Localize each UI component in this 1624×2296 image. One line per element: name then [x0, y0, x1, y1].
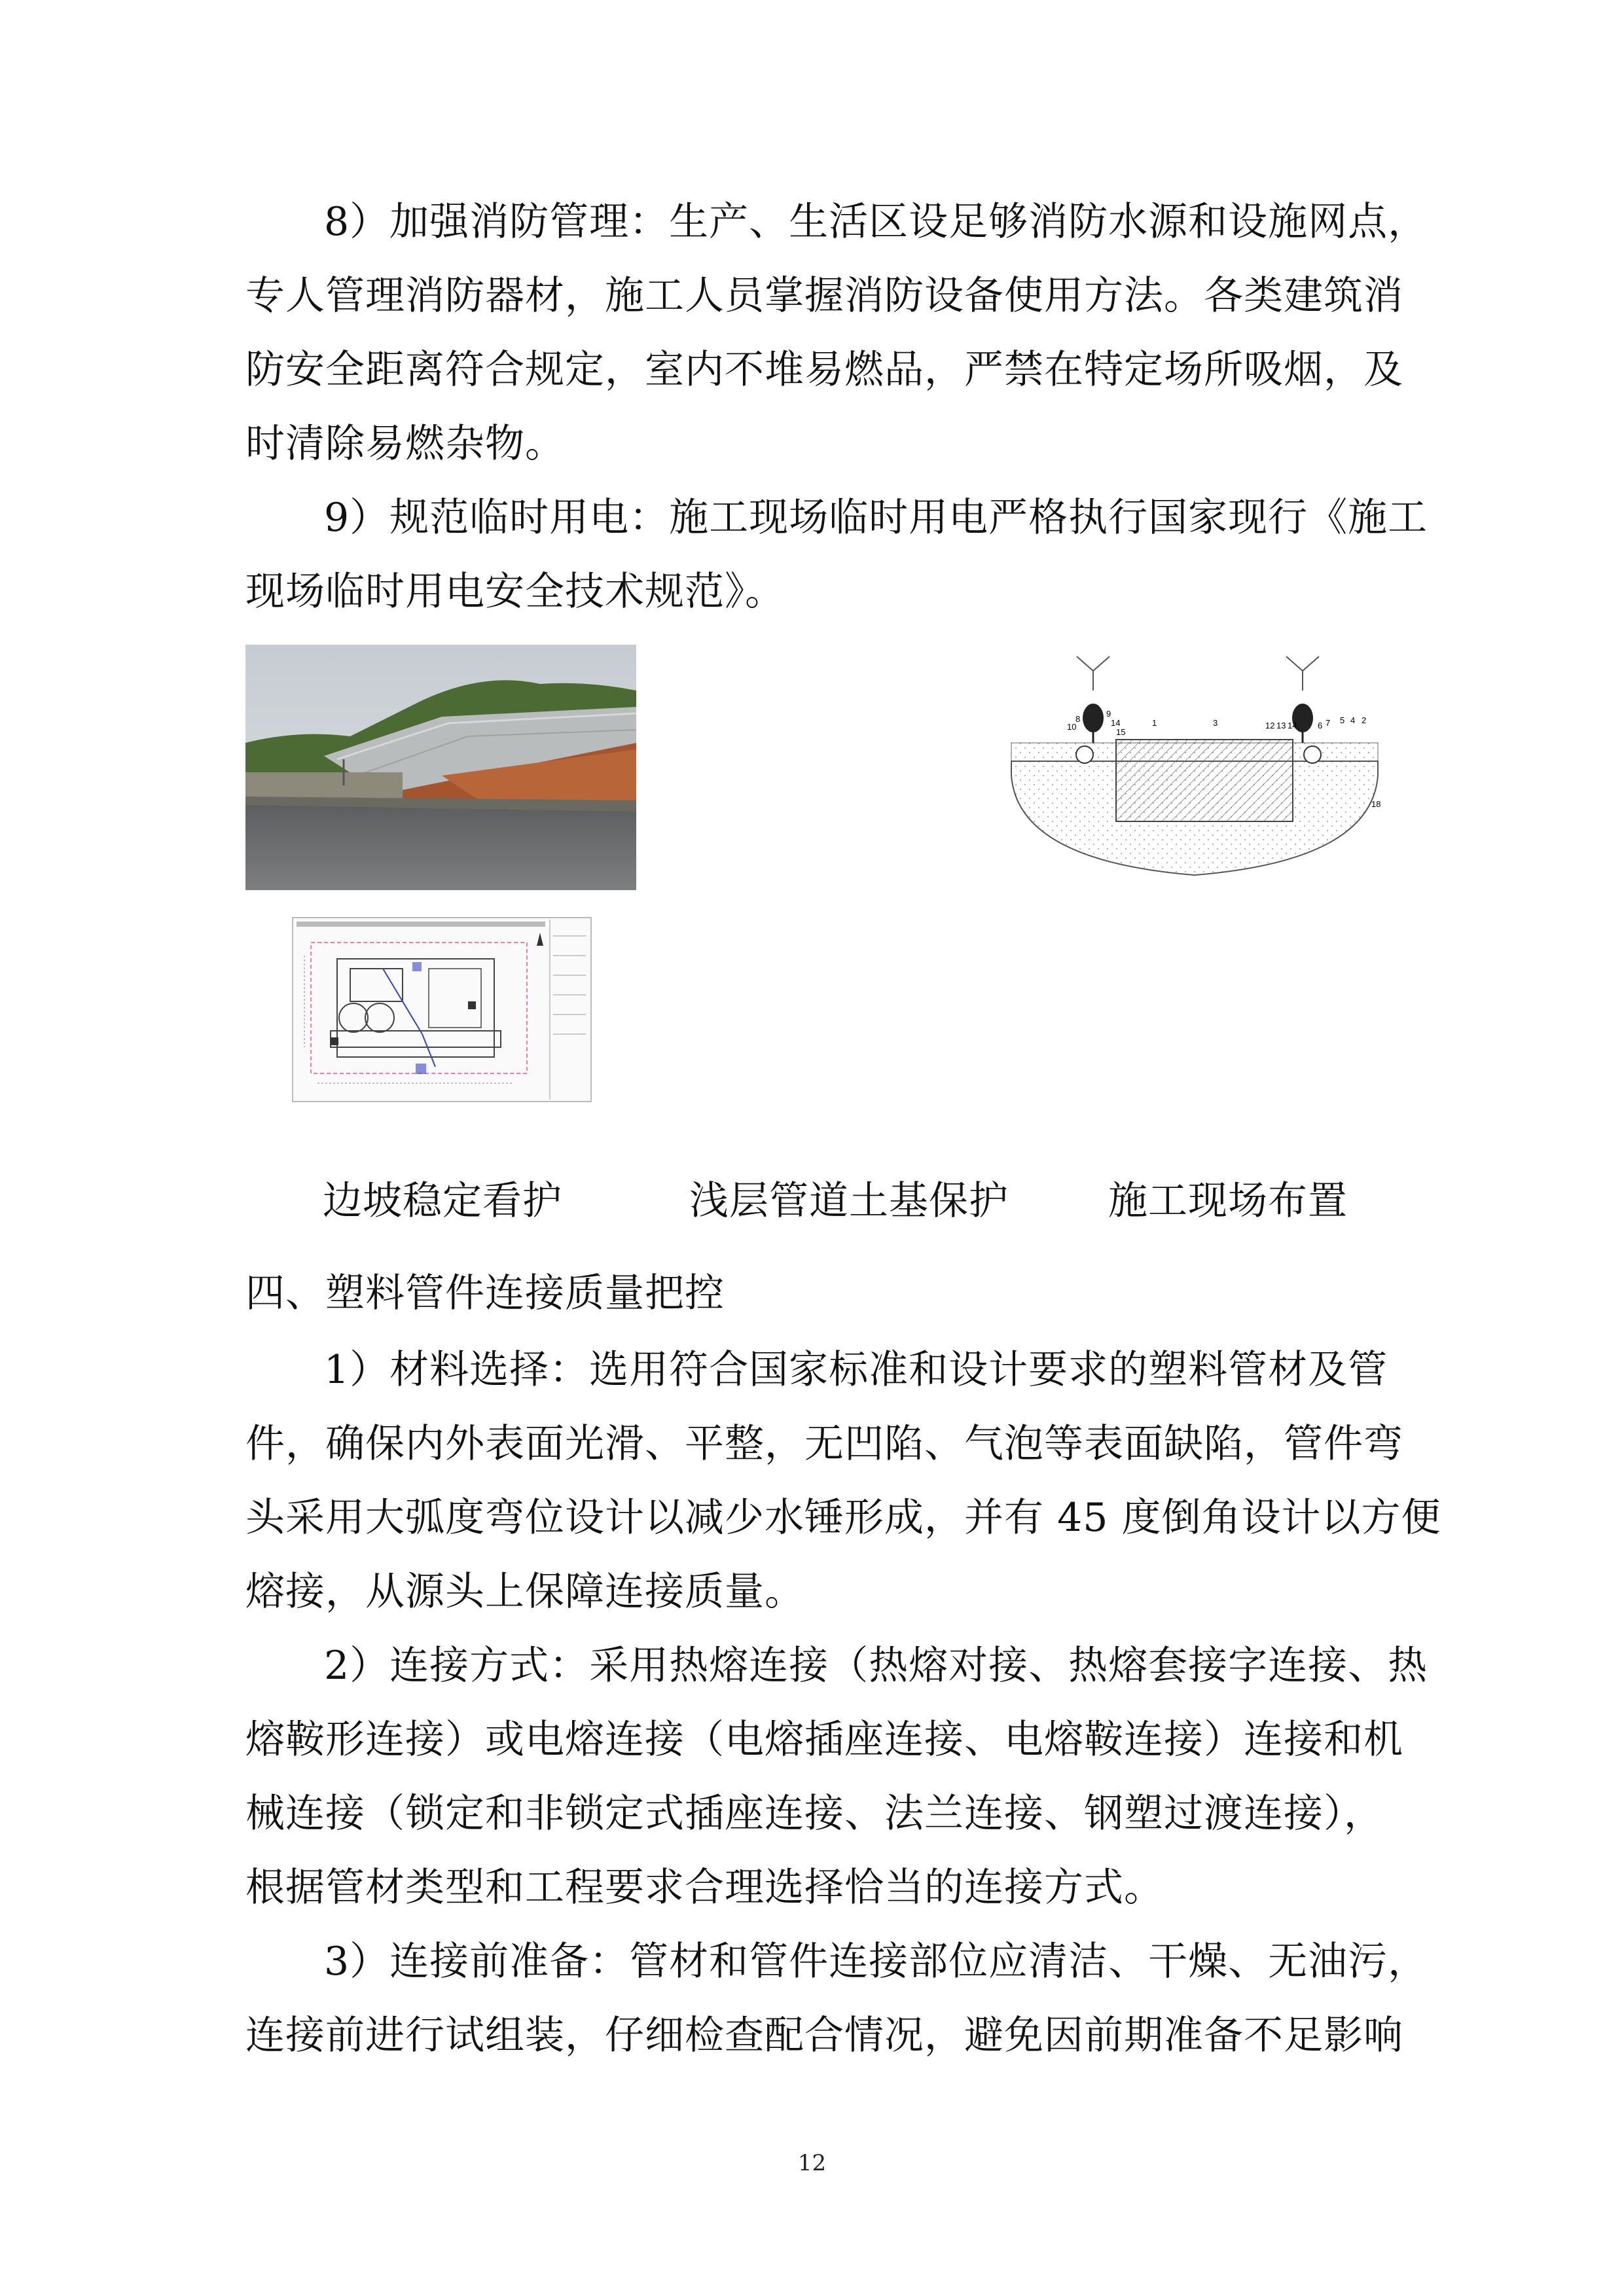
caption-site: 施工现场布置 — [1108, 1178, 1348, 1224]
section-title: 四、塑料管件连接质量把控 — [245, 1270, 725, 1316]
pipe-protection-diagram — [1005, 645, 1384, 887]
diagram-label: 15 — [1116, 727, 1126, 737]
diagram-label: 1 — [1152, 718, 1157, 728]
paragraph-connection-method — [245, 1629, 1428, 1925]
paragraph-preparation — [245, 1925, 1428, 2073]
text-line: 连接前进行试组装，仔细检查配合情况，避免因前期准备不足影响 — [245, 2013, 1403, 2058]
text-line: 熔鞍形连接）或电熔连接（电熔插座连接、电熔鞍连接）连接和机 — [245, 1717, 1403, 1763]
pipe-diagram-image — [1005, 645, 1384, 887]
diagram-label: 10 — [1067, 722, 1077, 732]
diagram-label: 13 — [1276, 721, 1286, 730]
caption-slope: 边坡稳定看护 — [323, 1178, 562, 1224]
text-line: 根据管材类型和工程要求合理选择恰当的连接方式。 — [245, 1865, 1164, 1910]
slope-photo — [245, 645, 636, 890]
diagram-label: 3 — [1213, 718, 1218, 728]
diagram-label: 8 — [1075, 714, 1081, 724]
text-line: 件，确保内外表面光滑、平整，无凹陷、气泡等表面缺陷，管件弯 — [245, 1421, 1403, 1467]
diagram-label: 14 — [1111, 718, 1121, 728]
text-line: 械连接（锁定和非锁定式插座连接、法兰连接、钢塑过渡连接）， — [245, 1791, 1384, 1837]
diagram-label: 12 — [1265, 721, 1275, 730]
section-heading — [245, 1257, 1383, 1331]
text-line: 1）材料选择：选用符合国家标准和设计要求的塑料管材及管 — [324, 1347, 1388, 1393]
text-line: 8）加强消防管理：生产、生活区设足够消防水源和设施网点， — [324, 199, 1428, 245]
site-layout-plan — [291, 916, 592, 1103]
diagram-label: 6 — [1318, 721, 1323, 730]
text-line: 时清除易燃杂物。 — [245, 421, 565, 467]
text-line: 防安全距离符合规定，室内不堆易燃品，严禁在特定场所吸烟，及 — [245, 347, 1403, 393]
paragraph-fire-management — [245, 185, 1428, 481]
paragraph-temporary-power — [245, 481, 1428, 629]
text-line: 现场临时用电安全技术规范》。 — [245, 569, 785, 615]
text-line: 3）连接前准备：管材和管件连接部位应清洁、干燥、无油污， — [324, 1939, 1428, 1984]
text-line: 2）连接方式：采用热熔连接（热熔对接、热熔套接字连接、热 — [324, 1643, 1428, 1689]
text-line: 熔接，从源头上保障连接质量。 — [245, 1569, 804, 1615]
diagram-label: 14 — [1288, 721, 1297, 730]
paragraph-material-selection — [245, 1333, 1441, 1629]
diagram-label: 4 — [1350, 715, 1356, 725]
text-line: 专人管理消防器材，施工人员掌握消防设备使用方法。各类建筑消 — [245, 273, 1403, 319]
slope-photo-image — [245, 645, 636, 890]
site-plan-image — [291, 916, 592, 1103]
text-line: 头采用大弧度弯位设计以减少水锤形成，并有 45 度倒角设计以方便 — [245, 1495, 1441, 1541]
diagram-label: 2 — [1362, 715, 1367, 725]
page-number: 12 — [797, 2150, 827, 2176]
diagram-label: 18 — [1371, 799, 1381, 809]
diagram-label: 7 — [1326, 718, 1331, 728]
diagram-label: 5 — [1340, 715, 1345, 725]
caption-pipe: 浅层管道土基保护 — [689, 1178, 1009, 1224]
text-line: 9）规范临时用电：施工现场临时用电严格执行国家现行《施工 — [324, 495, 1428, 541]
diagram-label: 9 — [1106, 709, 1111, 719]
